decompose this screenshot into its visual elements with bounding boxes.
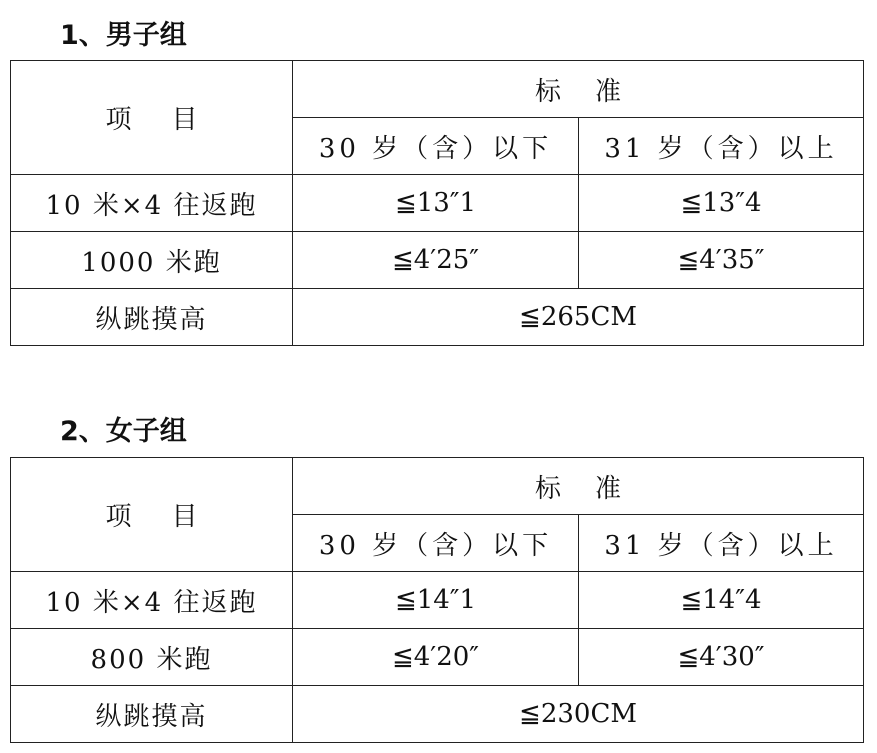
header-item: 项目	[11, 61, 293, 175]
row-value-over: ≦14″4	[579, 572, 864, 629]
row-item: 10 米×4 往返跑	[11, 572, 293, 629]
standards-table-female	[10, 457, 864, 743]
header-age-under: 30 岁（含）以下	[293, 118, 579, 175]
table-row	[11, 572, 864, 629]
row-value-over: ≦4′30″	[579, 629, 864, 686]
row-value-merged: ≦265CM	[293, 289, 864, 346]
row-value-under: ≦4′25″	[293, 232, 579, 289]
table-row	[11, 686, 864, 743]
section-title-male: 1、男子组	[60, 20, 187, 51]
row-value-under: ≦13″1	[293, 175, 579, 232]
row-value-over: ≦4′35″	[579, 232, 864, 289]
row-item: 纵跳摸高	[11, 289, 293, 346]
header-row	[11, 458, 864, 515]
table-row	[11, 232, 864, 289]
row-value-over: ≦13″4	[579, 175, 864, 232]
row-item: 1000 米跑	[11, 232, 293, 289]
header-item: 项目	[11, 458, 293, 572]
row-value-under: ≦14″1	[293, 572, 579, 629]
row-value-under: ≦4′20″	[293, 629, 579, 686]
row-item: 800 米跑	[11, 629, 293, 686]
row-value-merged: ≦230CM	[293, 686, 864, 743]
header-standard: 标准	[293, 458, 864, 515]
table-row	[11, 289, 864, 346]
table-row	[11, 175, 864, 232]
header-age-over: 31 岁（含）以上	[579, 118, 864, 175]
header-age-over: 31 岁（含）以上	[579, 515, 864, 572]
table-row	[11, 629, 864, 686]
row-item: 纵跳摸高	[11, 686, 293, 743]
header-standard: 标准	[293, 61, 864, 118]
standards-table-male	[10, 60, 864, 346]
header-age-under: 30 岁（含）以下	[293, 515, 579, 572]
section-title-female: 2、女子组	[60, 416, 187, 447]
row-item: 10 米×4 往返跑	[11, 175, 293, 232]
header-row	[11, 61, 864, 118]
